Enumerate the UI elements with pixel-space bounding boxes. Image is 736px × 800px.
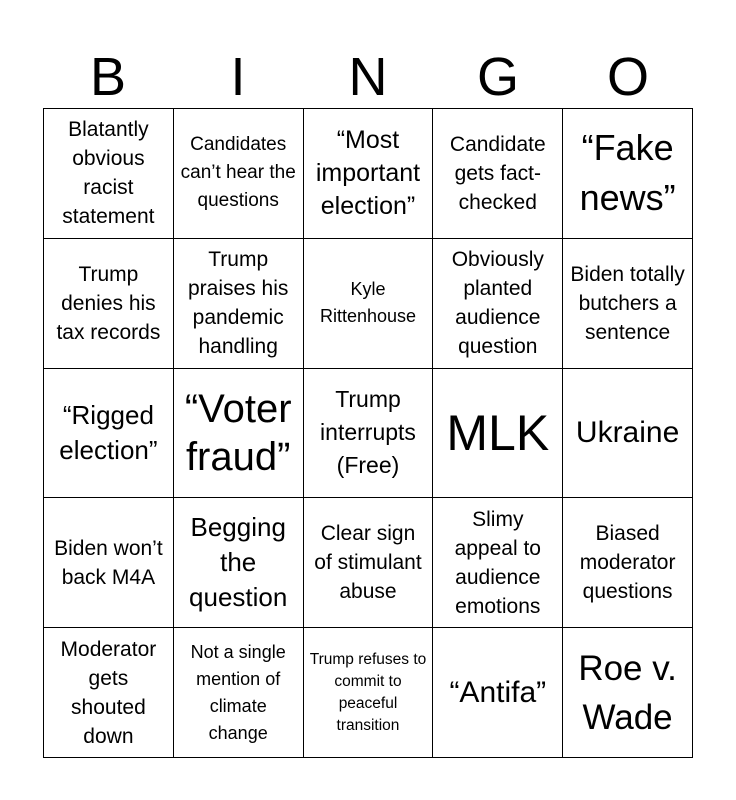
cell-text: Begging the question bbox=[189, 512, 288, 613]
cell-text: Slimy appeal to audience emotions bbox=[454, 507, 541, 618]
bingo-cell[interactable] bbox=[174, 239, 304, 369]
bingo-cell[interactable] bbox=[433, 628, 563, 758]
bingo-board bbox=[43, 108, 693, 758]
bingo-cell[interactable] bbox=[44, 239, 174, 369]
cell-text: Not a single mention of climate change bbox=[190, 641, 286, 743]
cell-text: MLK bbox=[446, 404, 550, 461]
cell-text: Obviously planted audience question bbox=[451, 248, 544, 359]
cell-text: Trump interrupts (Free) bbox=[320, 386, 416, 479]
bingo-cell[interactable] bbox=[304, 109, 434, 239]
bingo-cell[interactable] bbox=[304, 239, 434, 369]
bingo-cell[interactable] bbox=[174, 109, 304, 239]
bingo-cell[interactable] bbox=[174, 498, 304, 628]
cell-text: “Voter fraud” bbox=[184, 386, 292, 479]
bingo-header bbox=[43, 40, 693, 108]
cell-text: Roe v. Wade bbox=[578, 648, 677, 737]
cell-text: Trump denies his tax records bbox=[56, 262, 161, 344]
cell-text: Candidate gets fact-checked bbox=[449, 132, 546, 214]
bingo-cell[interactable] bbox=[44, 628, 174, 758]
bingo-cell[interactable] bbox=[304, 498, 434, 628]
bingo-cell[interactable] bbox=[44, 109, 174, 239]
bingo-cell[interactable] bbox=[44, 369, 174, 499]
header-letter-b: B bbox=[89, 47, 127, 107]
bingo-cell[interactable] bbox=[563, 239, 693, 369]
bingo-cell[interactable] bbox=[304, 369, 434, 499]
cell-text: Biden won’t back M4A bbox=[54, 536, 163, 589]
cell-text: Trump refuses to commit to peaceful transition bbox=[309, 650, 427, 734]
header-letter-i: I bbox=[230, 47, 246, 107]
bingo-cell[interactable] bbox=[563, 498, 693, 628]
bingo-cell[interactable] bbox=[304, 628, 434, 758]
bingo-cell[interactable] bbox=[563, 369, 693, 499]
cell-text: Ukraine bbox=[575, 415, 680, 449]
bingo-cell[interactable] bbox=[433, 498, 563, 628]
cell-text: Trump praises his pandemic handling bbox=[188, 248, 289, 359]
cell-text: Biased moderator questions bbox=[579, 522, 676, 604]
cell-text: “Fake news” bbox=[579, 127, 676, 219]
cell-text: Kyle Rittenhouse bbox=[319, 279, 417, 327]
cell-text: “Rigged election” bbox=[59, 399, 158, 465]
cell-text: Blatantly obvious racist statement bbox=[62, 118, 155, 229]
bingo-cell[interactable] bbox=[433, 369, 563, 499]
cell-text: “Most important election” bbox=[315, 125, 421, 220]
cell-text: Clear sign of stimulant abuse bbox=[314, 522, 422, 604]
bingo-cell[interactable] bbox=[174, 369, 304, 499]
header-letter-o: O bbox=[606, 47, 649, 107]
header-letter-n: N bbox=[348, 47, 388, 107]
bingo-cell[interactable] bbox=[563, 628, 693, 758]
bingo-cell[interactable] bbox=[433, 239, 563, 369]
bingo-cell[interactable] bbox=[563, 109, 693, 239]
bingo-cell[interactable] bbox=[433, 109, 563, 239]
cell-text: Biden totally butchers a sentence bbox=[570, 262, 685, 344]
cell-text: “Antifa” bbox=[449, 675, 547, 709]
cell-text: Candidates can’t hear the questions bbox=[180, 134, 296, 212]
cell-text: Moderator gets shouted down bbox=[60, 637, 157, 748]
header-letter-g: G bbox=[476, 47, 519, 107]
bingo-cell[interactable] bbox=[174, 628, 304, 758]
bingo-cell[interactable] bbox=[44, 498, 174, 628]
